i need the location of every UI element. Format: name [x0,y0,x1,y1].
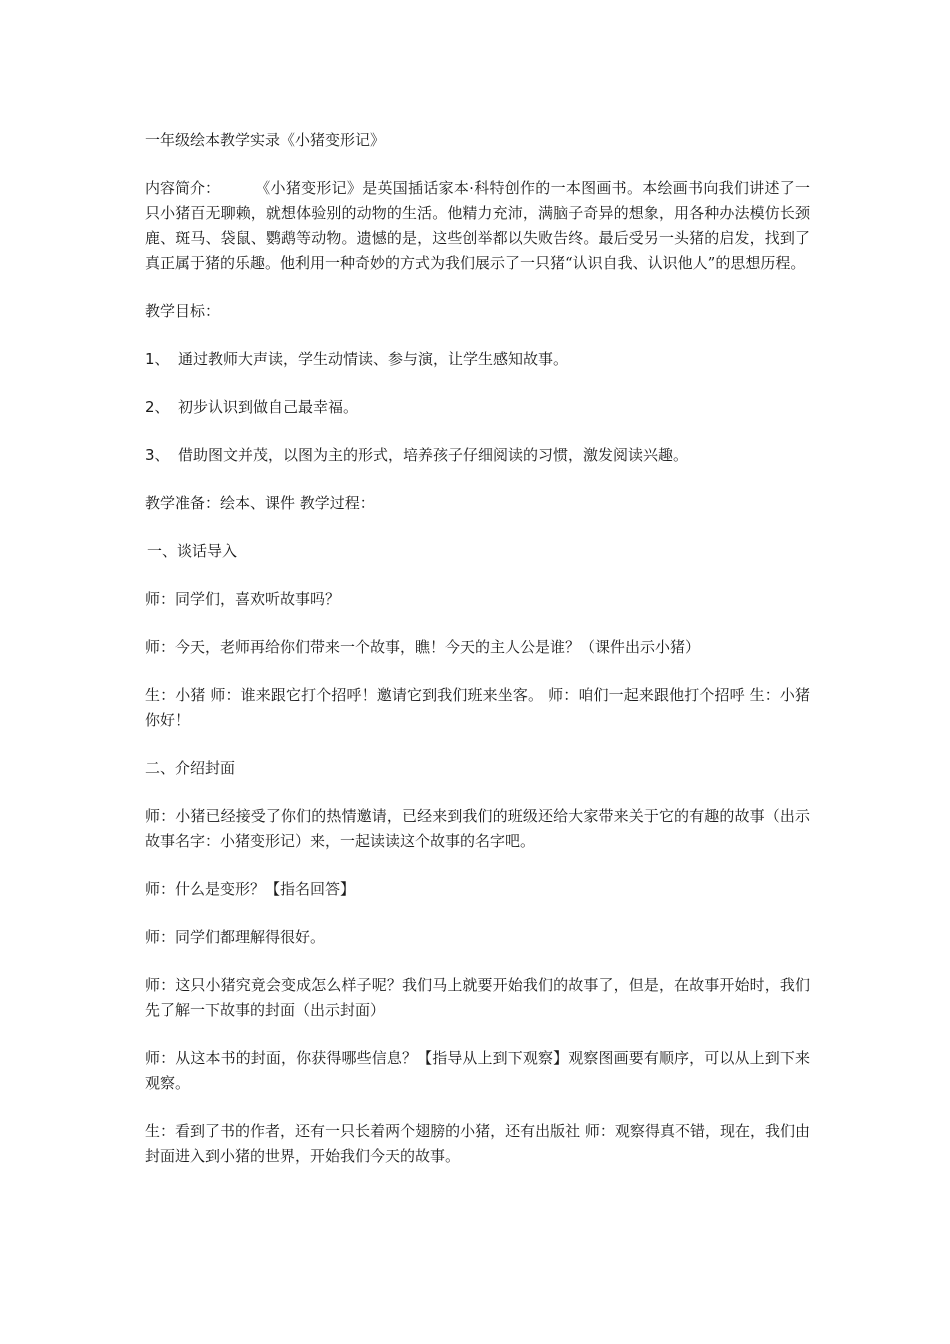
dialogue-line: 生：看到了书的作者，还有一只长着两个翅膀的小猪，还有出版社 师：观察得真不错，现在，我们由封面进入到小猪的世界，开始我们今天的故事。 [145,1122,810,1165]
dialogue-line: 师：从这本书的封面，你获得哪些信息？【指导从上到下观察】观察图画要有顺序，可以从上到下来观察。 [145,1049,810,1092]
dialogue-line: 师：同学们，喜欢听故事吗？ [145,590,341,608]
intro-text: 《小猪变形记》是英国插话家本·科特创作的一本图画书。本绘画书向我们讲述了一只小猪百无聊赖，就想体验别的动物的生活。他精力充沛，满脑子奇异的想象，用各种办法模仿长颈鹿、斑马、袋鼠、鹦鹉等动物。遗憾的是，这些创举都以失败告终。最后受另一头猪的启发，找到了真正属于猪的乐趣。他利用一种奇妙的方式为我们展示了一只猪“认识自我、认识他人”的思想历程。 [145,179,810,272]
dialogue-line: 师：同学们都理解得很好。 [145,928,326,946]
content-intro [145,176,810,276]
goal-item [145,347,810,372]
goal-number: 1、 [145,350,170,368]
dialogue-line: 师：小猪已经接受了你们的热情邀请，已经来到我们的班级还给大家带来关于它的有趣的故事（出示故事名字：小猪变形记）来，一起读读这个故事的名字吧。 [145,807,810,850]
dialogue-line: 师：这只小猪究竟会变成怎么样子呢？我们马上就要开始我们的故事了，但是，在故事开始时，我们先了解一下故事的封面（出示封面） [145,976,810,1019]
section-heading-intro: 一、谈话导入 [147,542,238,560]
document-page [145,128,810,1192]
dialogue-line: 生：小猪 师：谁来跟它打个招呼！邀请它到我们班来坐客。 师：咱们一起来跟他打个招呼 生：小猪你好！ [145,686,810,729]
dialogue-line: 师：什么是变形？【指名回答】 [145,880,356,898]
goal-item [145,395,810,420]
goal-number: 2、 [145,398,170,416]
document-title: 一年级绘本教学实录《小猪变形记》 [145,131,386,149]
teaching-prep: 教学准备：绘本、课件 教学过程： [145,494,375,512]
goal-text: 借助图文并茂，以图为主的形式，培养孩子仔细阅读的习惯，激发阅读兴趣。 [178,446,689,464]
goal-text: 初步认识到做自己最幸福。 [178,398,359,416]
goal-number: 3、 [145,446,170,464]
intro-label: 内容简介： [145,179,221,197]
goals-heading: 教学目标： [145,302,221,320]
section-heading-cover: 二、介绍封面 [145,759,236,777]
dialogue-line: 师：今天，老师再给你们带来一个故事，瞧！今天的主人公是谁？（课件出示小猪） [145,638,701,656]
goal-text: 通过教师大声读，学生动情读、参与演，让学生感知故事。 [178,350,569,368]
goal-item [145,443,810,468]
